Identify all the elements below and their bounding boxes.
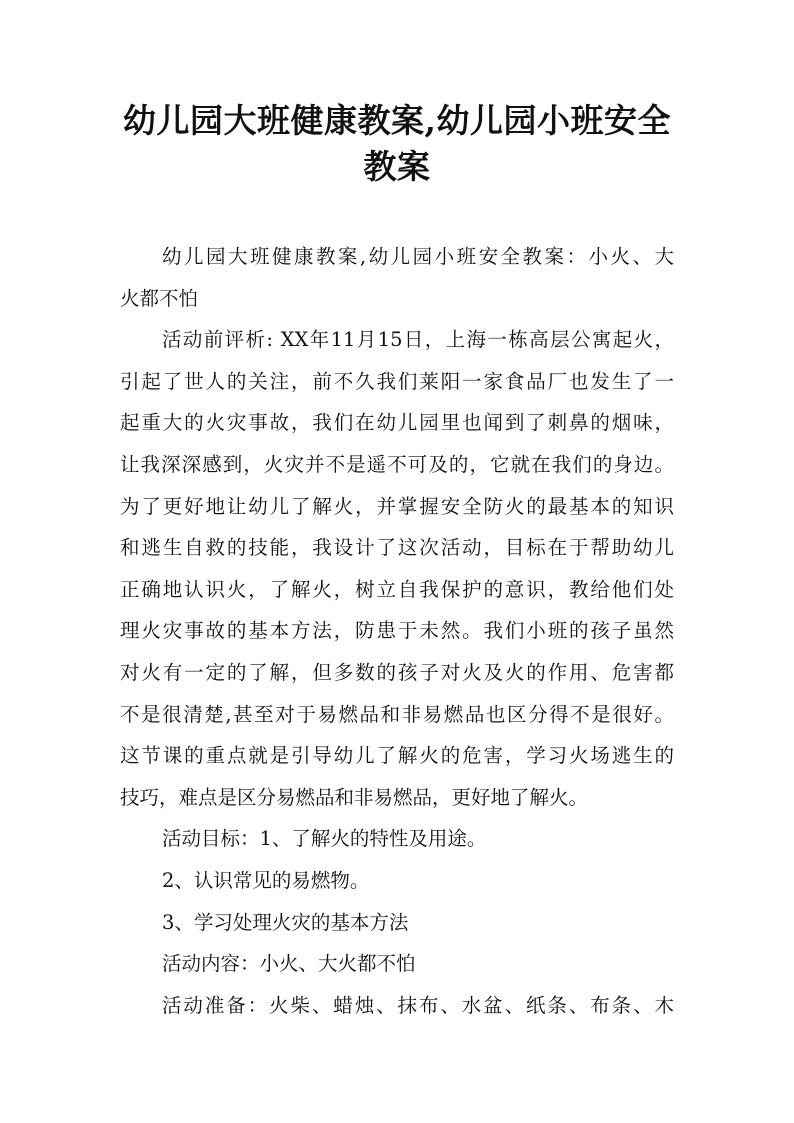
- paragraph-line: 这节课的重点就是引导幼儿了解火的危害，学习火场逃生的: [120, 744, 674, 768]
- paragraph-line: 引起了世人的关注，前不久我们莱阳一家食品厂也发生了一: [120, 369, 674, 393]
- paragraph-line: 火都不怕: [120, 286, 199, 310]
- paragraph-line: 让我深深感到，火灾并不是遥不可及的，它就在我们的身边。: [120, 452, 674, 476]
- document-title: [110, 98, 684, 190]
- paragraph-line: 技巧，难点是区分易燃品和非易燃品，更好地了解火。: [120, 785, 589, 809]
- paragraph-line: 活动内容：小火、大火都不怕: [162, 952, 416, 976]
- paragraph-line: 幼儿园大班健康教案,幼儿园小班安全教案：小火、大: [162, 245, 674, 268]
- paragraph-line: 为了更好地让幼儿了解火，并掌握安全防火的最基本的知识: [120, 494, 674, 518]
- paragraph-line: 活动目标：1、了解火的特性及用途。: [162, 827, 487, 851]
- paragraph-line: 对火有一定的了解，但多数的孩子对火及火的作用、危害都: [120, 660, 674, 684]
- paragraph-line: 活动准备：火柴、蜡烛、抹布、水盆、纸条、布条、木: [162, 993, 674, 1017]
- paragraph-line: 活动前评析: XX年11月15日，上海一栋高层公寓起火，: [162, 328, 674, 352]
- paragraph-line: 和逃生自救的技能，我设计了这次活动，目标在于帮助幼儿: [120, 536, 674, 560]
- paragraph-line: 理火灾事故的基本方法，防患于未然。我们小班的孩子虽然: [120, 619, 674, 643]
- paragraph-line: 2、认识常见的易燃物。: [162, 868, 370, 892]
- title-line-2: 教案: [363, 147, 431, 186]
- paragraph-line: 不是很清楚,甚至对于易燃品和非易燃品也区分得不是很好。: [120, 702, 674, 726]
- document-body: [120, 236, 674, 1026]
- paragraph-line: 起重大的火灾事故，我们在幼儿园里也闻到了刺鼻的烟味，: [120, 411, 674, 435]
- title-line-1: 幼儿园大班健康教案,幼儿园小班安全: [123, 101, 671, 140]
- paragraph-line: 正确地认识火，了解火，树立自我保护的意识，教给他们处: [120, 577, 674, 601]
- paragraph-line: 3、学习处理火灾的基本方法: [162, 910, 409, 934]
